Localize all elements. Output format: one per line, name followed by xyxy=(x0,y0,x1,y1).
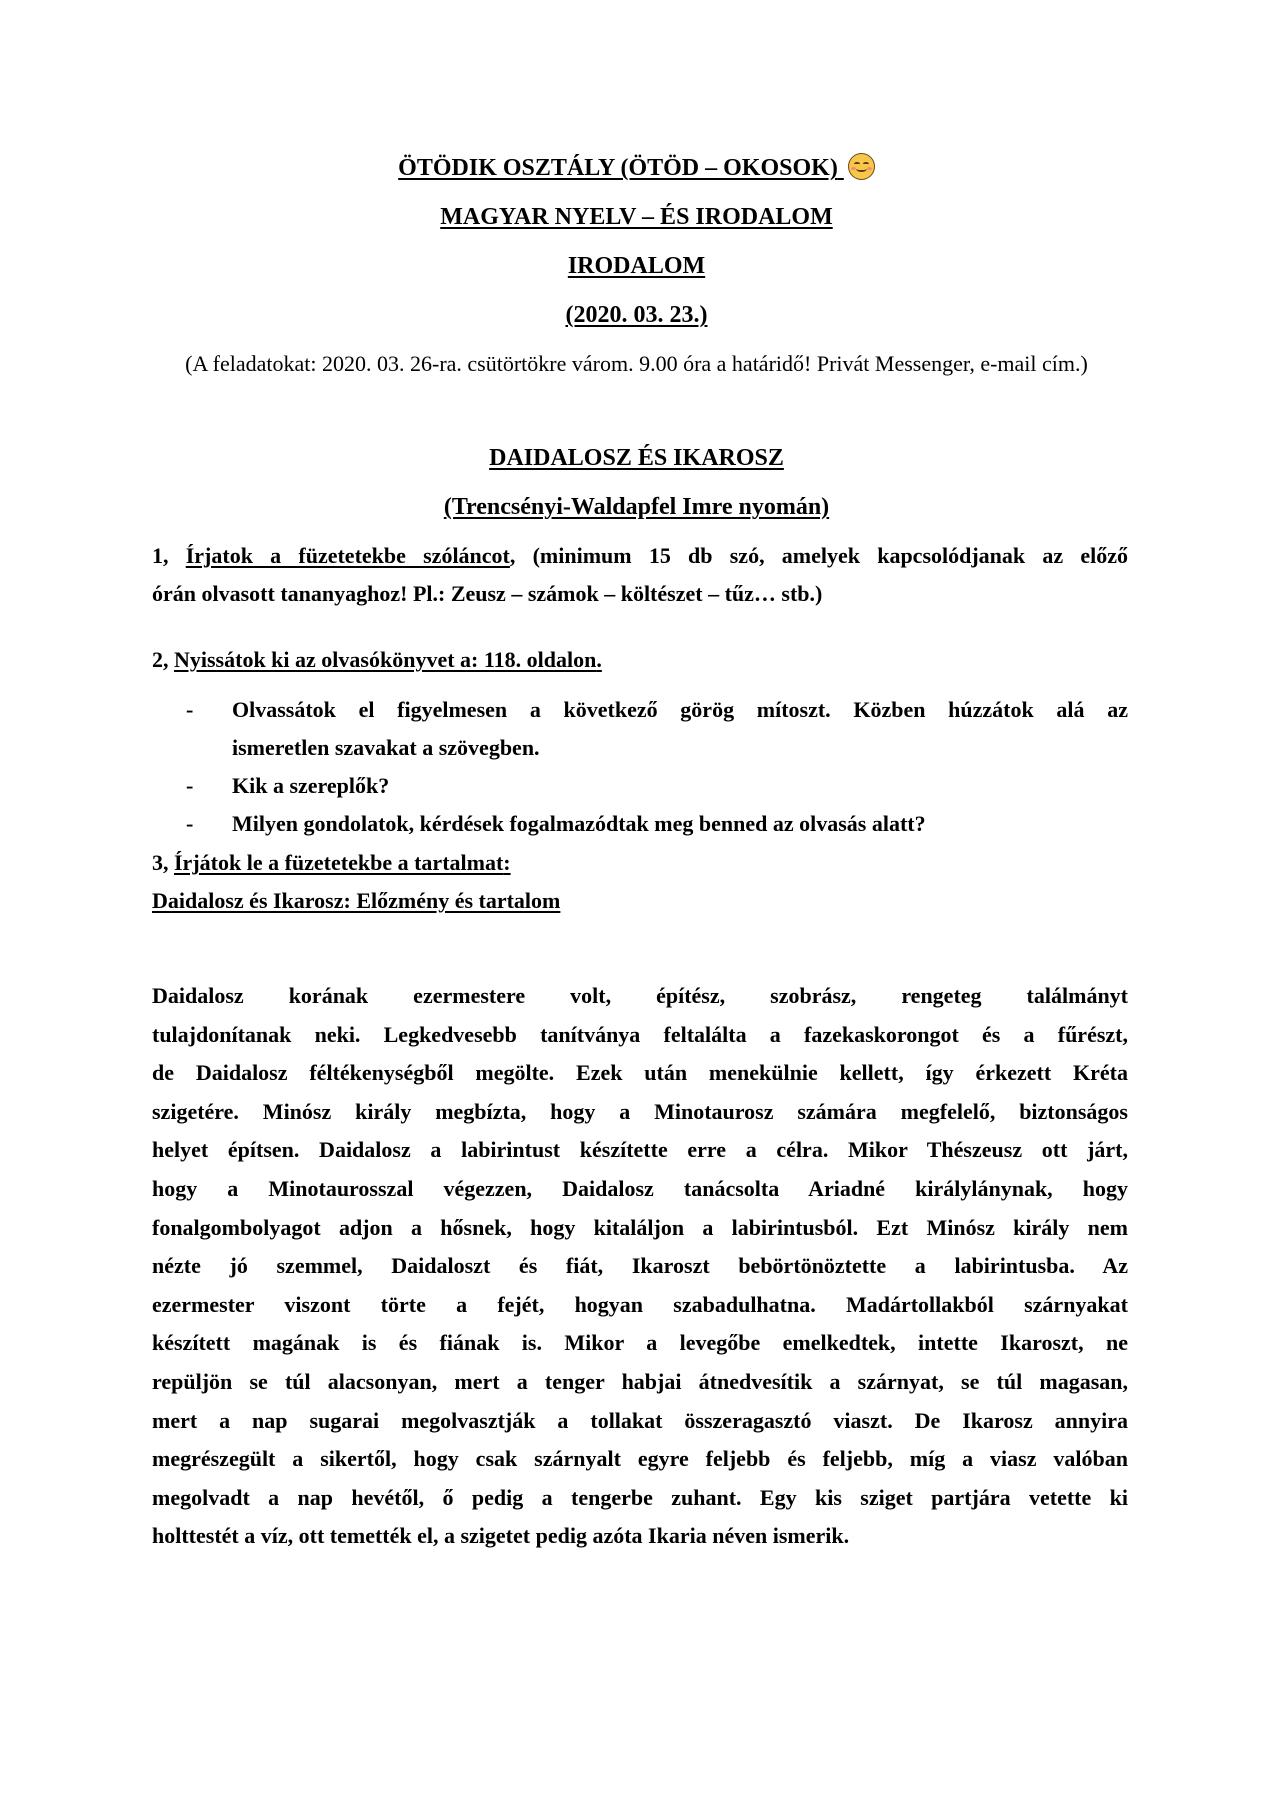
summary-line: tulajdonítanak neki. Legkedvesebb tanítványa feltalálta a fazekaskorongot és a fűrészt, xyxy=(152,1021,1128,1047)
bullet-text: Olvassátok el figyelmesen a következő görög mítoszt. Közben húzzátok alá az ismeretlen szavakat a szövegben. xyxy=(232,697,1128,760)
summary-line: megrészegült a sikertől, hogy csak szárnyalt egyre feljebb és feljebb, míg a viasz valóban xyxy=(152,1446,1128,1472)
task-2-number: 2, xyxy=(152,647,169,672)
task-1 xyxy=(152,537,1128,613)
task-3-heading: Írjátok le a füzetetekbe a tartalmat xyxy=(174,850,504,875)
summary-paragraph xyxy=(152,977,1128,1556)
task-2-bullet-2 xyxy=(152,767,1128,805)
task-2-heading: Nyissátok ki az olvasókönyvet a: 118. oldalon xyxy=(174,647,597,672)
task-2: 2, Nyissátok ki az olvasókönyvet a: 118. oldalon. xyxy=(152,647,602,672)
class-title-text: ÖTÖDIK OSZTÁLY (ÖTÖD – OKOSOK) xyxy=(398,155,838,181)
summary-heading-text: Daidalosz és Ikarosz: Előzmény és tartalom xyxy=(152,888,561,913)
summary-line: repüljön se túl alacsonyan, mert a tenger habjai átnedvesítik a szárnyat, se túl magasan, xyxy=(152,1368,1128,1394)
lesson-title xyxy=(0,443,1273,473)
class-title xyxy=(0,153,1273,183)
lesson-subtitle xyxy=(0,492,1273,522)
task-1-number: 1, xyxy=(152,543,169,568)
bullet-dash: - xyxy=(186,811,194,836)
task-1-line-2: órán olvasott tananyaghoz! Pl.: Zeusz – számok – költészet – tűz… stb.) xyxy=(152,581,823,606)
topic-title-text: IRODALOM xyxy=(567,253,706,279)
task-3: 3, Írjátok le a füzetetekbe a tartalmat: xyxy=(152,850,511,875)
summary-heading xyxy=(152,882,1128,920)
summary-line: de Daidalosz féltékenységből megölte. Ezek után menekülnie kellett, így érkezett Kréta xyxy=(152,1060,1128,1086)
task-2-bullet-1 xyxy=(152,691,1128,767)
lesson-date xyxy=(0,300,1273,330)
smiling-face-emoji-icon xyxy=(848,153,875,180)
summary-line: megolvadt a nap hevétől, ő pedig a tengerbe zuhant. Egy kis sziget partjára vetette ki xyxy=(152,1484,1128,1510)
summary-line: Daidalosz korának ezermestere volt, építész, szobrász, rengeteg találmányt xyxy=(152,983,1128,1008)
bullet-text: Milyen gondolatok, kérdések fogalmazódtak meg benned az olvasás alatt? xyxy=(232,811,926,836)
task-2-bullet-3 xyxy=(152,805,1128,843)
deadline-note: (A feladatokat: 2020. 03. 26-ra. csütörtökre várom. 9.00 óra a határidő! Privát Messenger, e-mail cím.) xyxy=(185,351,1088,376)
summary-line: szigetére. Minósz király megbízta, hogy a Minotaurosz számára megfelelő, biztonságos xyxy=(152,1098,1128,1124)
summary-line: hogy a Minotaurosszal végezzen, Daidalosz tanácsolta Ariadné királylánynak, hogy xyxy=(152,1175,1128,1201)
lesson-title-text: DAIDALOSZ ÉS IKAROSZ xyxy=(489,445,784,471)
summary-line: fonalgombolyagot adjon a hősnek, hogy kitaláljon a labirintusból. Ezt Minósz király nem xyxy=(152,1214,1128,1240)
task-1-heading: Írjatok a füzetetekbe szóláncot xyxy=(185,543,510,568)
bullet-dash: - xyxy=(186,697,194,722)
subject-title-text: MAGYAR NYELV – ÉS IRODALOM xyxy=(440,204,833,230)
summary-line: ezermester viszont törte a fejét, hogyan szabadulhatna. Madártollakból szárnyakat xyxy=(152,1291,1128,1317)
summary-line: nézte jó szemmel, Daidaloszt és fiát, Ikaroszt bebörtönöztette a labirintusba. Az xyxy=(152,1253,1128,1279)
summary-line: készített magának is és fiának is. Mikor a levegőbe emelkedtek, intette Ikaroszt, ne xyxy=(152,1330,1128,1356)
bullet-text: Kik a szereplők? xyxy=(232,773,390,798)
task-3-number: 3, xyxy=(152,850,169,875)
summary-line: mert a nap sugarai megolvasztják a tollakat összeragasztó viaszt. De Ikarosz annyira xyxy=(152,1407,1128,1433)
summary-line: helyet építsen. Daidalosz a labirintust készítette erre a célra. Mikor Thészeusz ott járt, xyxy=(152,1137,1128,1163)
task-1-line-1 xyxy=(152,537,1128,575)
lesson-date-text: (2020. 03. 23.) xyxy=(565,302,708,328)
bullet-dash: - xyxy=(186,773,194,798)
task-1-text: , (minimum 15 db szó, amelyek kapcsolódjanak az előző xyxy=(509,543,1128,568)
lesson-subtitle-text: (Trencsényi-Waldapfel Imre nyomán) xyxy=(443,494,830,520)
summary-line: holttestét a víz, ott temették el, a szigetet pedig azóta Ikaria néven ismerik. xyxy=(152,1523,850,1549)
subject-title xyxy=(0,202,1273,232)
topic-title xyxy=(0,251,1273,281)
